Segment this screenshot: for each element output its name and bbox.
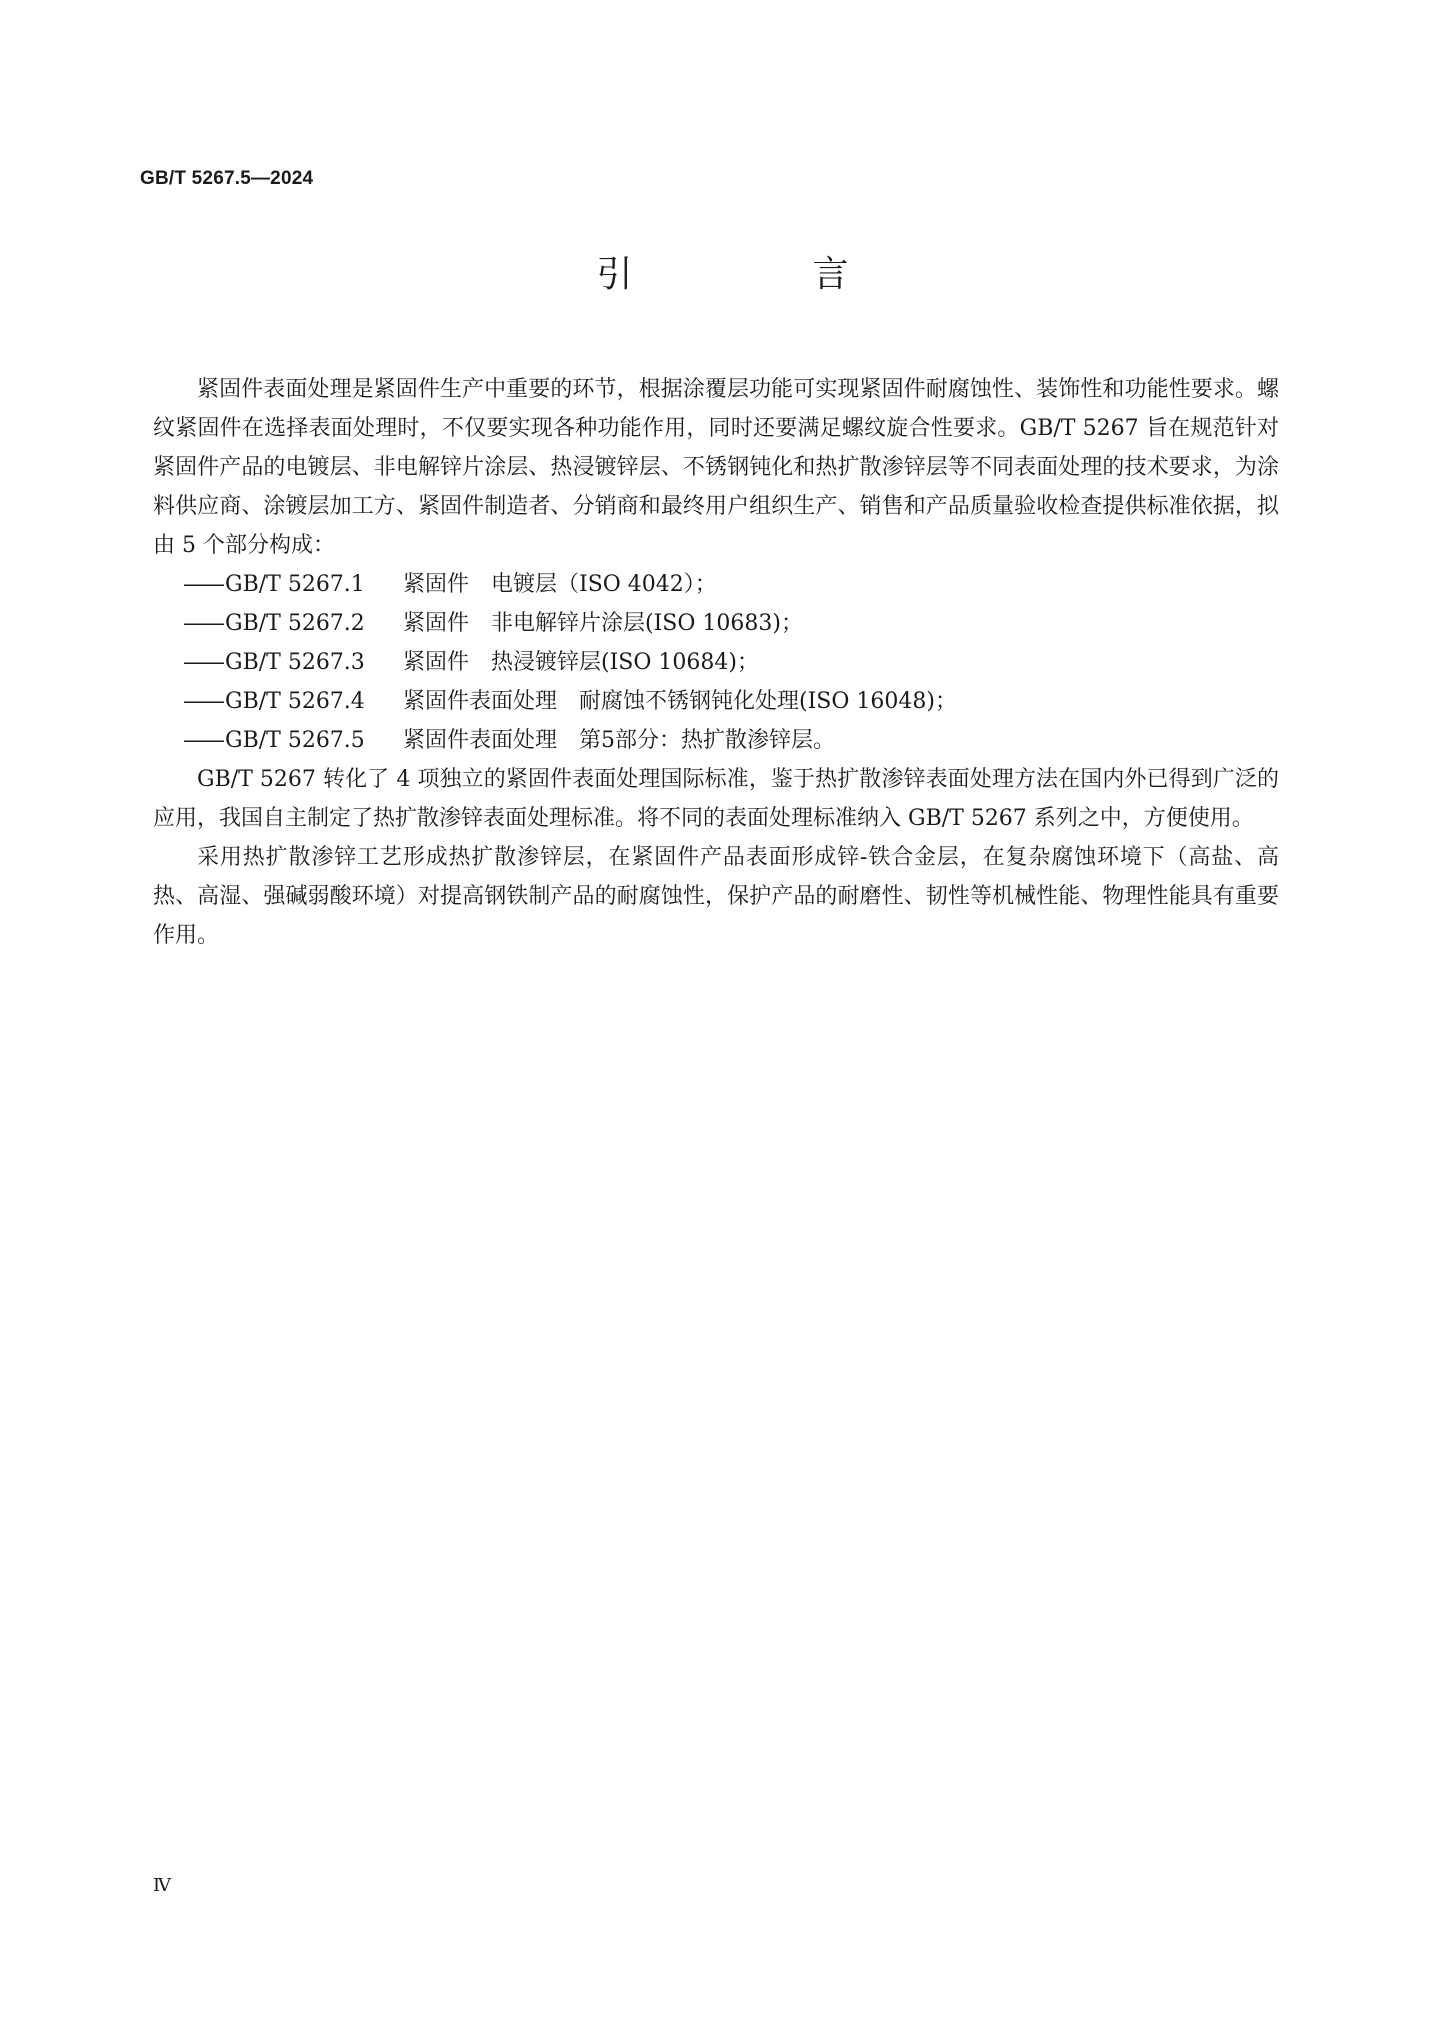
list-item (153, 565, 1279, 604)
list-item (153, 604, 1279, 643)
page-number: Ⅳ (153, 1875, 171, 1896)
part-title: 紧固件表面处理 耐腐蚀不锈钢钝化处理(ISO 16048)； (403, 689, 957, 714)
part-code: GB/T 5267.5 (225, 728, 365, 753)
parts-list (153, 565, 1279, 760)
standard-code: GB/T 5267.5—2024 (140, 168, 314, 189)
list-item (153, 682, 1279, 721)
list-dash: —— (183, 728, 223, 753)
part-title: 紧固件 非电解锌片涂层(ISO 10683)； (403, 611, 803, 636)
part-code: GB/T 5267.2 (225, 611, 365, 636)
part-title: 紧固件表面处理 第5部分：热扩散渗锌层。 (403, 728, 835, 753)
series-paragraph: GB/T 5267 转化了 4 项独立的紧固件表面处理国际标准，鉴于热扩散渗锌表面处理方法在国内外已得到广泛的应用，我国自主制定了热扩散渗锌表面处理标准。将不同的表面处理标准纳入 GB/T 5267 系列之中，方便使用。 (153, 767, 1279, 831)
part-code: GB/T 5267.1 (225, 572, 365, 597)
list-dash: —— (183, 689, 223, 714)
list-dash: —— (183, 650, 223, 675)
section-title: 引 言 (596, 254, 921, 295)
part-title: 紧固件 热浸镀锌层(ISO 10684)； (403, 650, 759, 675)
list-dash: —— (183, 611, 223, 636)
part-code: GB/T 5267.3 (225, 650, 365, 675)
intro-paragraph: 紧固件表面处理是紧固件生产中重要的环节，根据涂覆层功能可实现紧固件耐腐蚀性、装饰性和功能性要求。螺纹紧固件在选择表面处理时，不仅要实现各种功能作用，同时还要满足螺纹旋合性要求。GB/T 5267 旨在规范针对紧固件产品的电镀层、非电解锌片涂层、热浸镀锌层、不锈钢钝化和热扩散渗锌层等不同表面处理的技术要求，为涂料供应商、涂镀层加工方、紧固件制造者、分销商和最终用户组织生产、销售和产品质量验收检查提供标准依据，拟由 5 个部分构成： (153, 377, 1279, 558)
list-dash: —— (183, 572, 223, 597)
part-code: GB/T 5267.4 (225, 689, 365, 714)
process-paragraph: 采用热扩散渗锌工艺形成热扩散渗锌层，在紧固件产品表面形成锌-铁合金层，在复杂腐蚀环境下（高盐、高热、高湿、强碱弱酸环境）对提高钢铁制产品的耐腐蚀性，保护产品的耐磨性、韧性等机械性能、物理性能具有重要作用。 (153, 845, 1279, 948)
part-title: 紧固件 电镀层（ISO 4042）； (403, 572, 717, 597)
list-item (153, 721, 1279, 760)
list-item (153, 643, 1279, 682)
document-body (153, 370, 1279, 955)
